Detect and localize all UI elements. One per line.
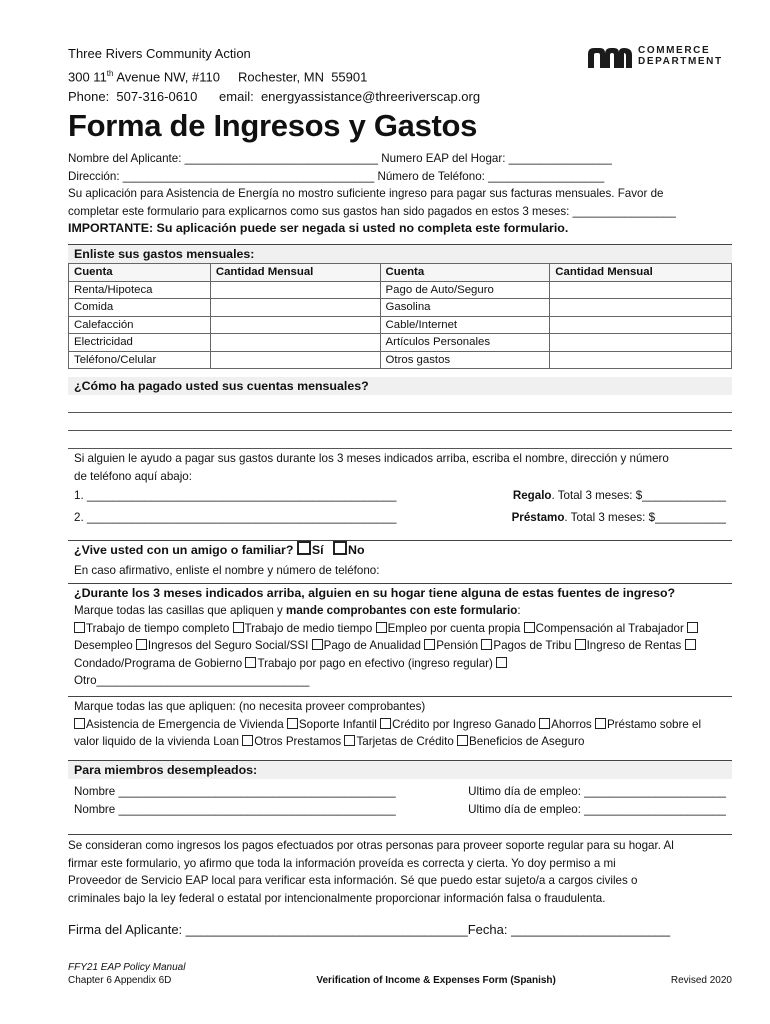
declaration-line-2: firmar este formulario, yo afirmo que toda la información proveída es correcta y cierta. Yo doy permiso a mi <box>68 856 616 870</box>
amount-cell[interactable] <box>550 334 732 352</box>
option-label: Asistencia de Emergencia de Vivienda <box>86 717 284 731</box>
how-paid-heading: ¿Cómo ha pagado usted sus cuentas mensuales? <box>68 377 732 395</box>
gift-total[interactable] <box>513 485 726 507</box>
unemployed-section <box>68 760 732 818</box>
amount-cell[interactable] <box>210 299 380 317</box>
org-name: Three Rivers Community Action <box>68 46 251 61</box>
no-proof-option[interactable] <box>287 718 377 731</box>
no-label: No <box>348 543 365 557</box>
income-option[interactable] <box>74 622 229 635</box>
checkbox[interactable] <box>242 735 253 746</box>
expense-label: Electricidad <box>69 334 211 352</box>
gift-amount: . Total 3 meses: $_____________ <box>551 489 726 502</box>
helper-text-2: de teléfono aquí abajo: <box>74 469 192 483</box>
applicant-name-row[interactable]: Nombre del Aplicante: ______________________________ Numero EAP del Hogar: ________________ <box>68 152 612 165</box>
last-day-2[interactable]: Ultimo día de empleo: ______________________ <box>468 802 726 816</box>
checkbox[interactable] <box>312 639 323 650</box>
expense-label: Gasolina <box>380 299 550 317</box>
no-proof-option[interactable] <box>242 735 341 748</box>
checkbox[interactable] <box>74 622 85 633</box>
form-title: Forma de Ingresos y Gastos <box>68 108 478 143</box>
footer <box>68 962 732 986</box>
no-proof-option[interactable] <box>344 735 453 748</box>
expense-label: Otros gastos <box>380 351 550 369</box>
amount-cell[interactable] <box>210 334 380 352</box>
no-proof-option[interactable] <box>380 718 536 731</box>
checkbox[interactable] <box>524 622 535 633</box>
no-proof-option[interactable] <box>74 718 284 731</box>
amount-cell[interactable] <box>210 281 380 299</box>
checkbox[interactable] <box>539 718 550 729</box>
expenses-header-row <box>69 264 732 282</box>
declaration-section <box>68 834 732 907</box>
option-label: Ingresos del Seguro Social/SSI <box>147 639 309 652</box>
no-proof-instructions: Marque todas las que apliquen: (no necesita proveer comprobantes) <box>68 696 732 716</box>
mn-commerce-logo <box>588 46 724 68</box>
expense-label: Pago de Auto/Seguro <box>380 281 550 299</box>
option-label: Préstamo sobre el valor liquido de la vivienda Loan <box>74 717 702 748</box>
income-heading: ¿Durante los 3 meses indicados arriba, alguien en su hogar tiene alguna de estas fuentes de ingreso? <box>68 583 732 602</box>
declaration-line-4: criminales bajo la ley federal o estatal por intencionalmente proporcionar información falsa o fraudulenta. <box>68 891 606 905</box>
footer-form-name: Verification of Income & Expenses Form (Spanish) <box>316 975 556 986</box>
yes-label: Sí <box>311 543 324 557</box>
yes-checkbox[interactable] <box>297 541 311 555</box>
income-option[interactable] <box>481 639 571 652</box>
mn-logo-icon <box>588 48 632 68</box>
loan-label: Préstamo <box>511 511 565 524</box>
option-label: Compensación al Trabajador <box>535 621 684 635</box>
answer-line-3[interactable] <box>68 431 732 449</box>
expenses-table <box>68 263 732 369</box>
no-proof-option[interactable] <box>539 718 592 731</box>
checkbox[interactable] <box>685 639 696 650</box>
income-option[interactable] <box>312 639 421 652</box>
intro-text-2[interactable]: completar este formulario para explicarnos como sus gastos han sido pagados en estos 3 meses: ________________ <box>68 204 676 218</box>
helper-text-1: Si alguien le ayudo a pagar sus gastos durante los 3 meses indicados arriba, escriba el nombre, dirección y número <box>74 452 669 465</box>
checkbox[interactable] <box>287 718 298 729</box>
expense-label: Comida <box>69 299 211 317</box>
option-label: Tarjetas de Crédito <box>356 735 454 748</box>
option-label: Ahorros <box>551 717 592 731</box>
address-row[interactable]: Dirección: _______________________________________ Número de Teléfono: __________________ <box>68 169 605 183</box>
income-option[interactable] <box>376 622 521 635</box>
logo-wordmark <box>638 46 723 67</box>
footer-chapter: Chapter 6 Appendix 6D <box>68 975 172 986</box>
how-paid-section <box>68 377 732 449</box>
income-instructions <box>68 602 732 620</box>
expense-label: Artículos Personales <box>380 334 550 352</box>
unemployed-row-1 <box>68 783 732 801</box>
option-label: Trabajo de tiempo completo <box>86 621 230 635</box>
loan-amount: . Total 3 meses: $___________ <box>564 511 726 524</box>
no-proof-options <box>68 716 732 751</box>
instr-bold: mande comprobantes con este formulario <box>286 604 518 617</box>
friend-question: ¿Vive usted con un amigo o familiar? <box>74 543 294 557</box>
friend-section <box>68 540 732 580</box>
option-label: Beneficios de Aseguro <box>469 735 585 748</box>
friend-question-row <box>68 540 732 559</box>
answer-line-2[interactable] <box>68 413 732 431</box>
checkbox[interactable] <box>481 639 492 650</box>
helper-line-2[interactable]: 2. ________________________________________________ <box>74 511 397 524</box>
address-rest: Avenue NW, #110 Rochester, MN 55901 <box>113 69 368 85</box>
income-option[interactable] <box>136 639 308 652</box>
amount-cell[interactable] <box>210 316 380 334</box>
option-label: Trabajo de medio tiempo <box>244 621 373 635</box>
checkbox[interactable] <box>687 622 698 633</box>
declaration-line-3: Proveedor de Servicio EAP local para verificar esta información. Sé que puedo estar sujeto/a a cargos civiles o <box>68 874 638 887</box>
unemployed-name-2[interactable]: Nombre ___________________________________________ <box>74 802 396 816</box>
helper-section <box>68 450 732 529</box>
important-notice: IMPORTANTE: Su aplicación puede ser negada si usted no completa este formulario. <box>68 221 569 235</box>
address-suffix: th <box>106 69 114 78</box>
gift-label: Regalo <box>512 489 552 502</box>
table-row <box>69 316 732 334</box>
checkbox[interactable] <box>424 639 435 650</box>
amount-cell[interactable] <box>210 351 380 369</box>
no-proof-option[interactable] <box>457 735 584 748</box>
table-row <box>69 334 732 352</box>
helper-row-1 <box>68 485 732 507</box>
amount-cell[interactable] <box>550 281 732 299</box>
income-options <box>68 620 732 690</box>
income-option[interactable] <box>524 622 684 635</box>
income-section <box>68 583 732 690</box>
loan-total[interactable] <box>512 507 726 529</box>
unemployed-name-1[interactable]: Nombre ___________________________________________ <box>74 785 396 798</box>
footer-row <box>68 975 732 986</box>
option-label: Desempleo <box>74 639 133 652</box>
checkbox[interactable] <box>376 622 387 633</box>
instr-post: : <box>517 604 521 617</box>
unemployed-row-2 <box>68 801 732 819</box>
option-label: Ingreso de Rentas <box>586 639 682 652</box>
logo-line-1: COMMERCE <box>638 45 711 56</box>
col-header-cantidad-left: Cantidad Mensual <box>210 264 380 282</box>
expense-label: Teléfono/Celular <box>69 351 211 369</box>
amount-cell[interactable] <box>550 299 732 317</box>
option-label: Pagos de Tribu <box>493 639 572 652</box>
option-label: Condado/Programa de Gobierno <box>74 656 243 670</box>
answer-line-1[interactable] <box>68 395 732 413</box>
option-label: Otros Prestamos <box>254 735 342 748</box>
applicant-fields <box>68 150 732 238</box>
checkbox[interactable] <box>136 639 147 650</box>
checkbox[interactable] <box>233 622 244 633</box>
table-row <box>69 351 732 369</box>
option-label: Otro_________________________________ <box>74 674 310 687</box>
checkbox[interactable] <box>496 657 507 668</box>
option-label: Crédito por Ingreso Ganado <box>392 717 536 731</box>
expense-label: Calefacción <box>69 316 211 334</box>
col-header-cantidad-right: Cantidad Mensual <box>550 264 732 282</box>
last-day-1[interactable]: Ultimo día de empleo: ______________________ <box>468 785 726 798</box>
checkbox[interactable] <box>344 735 355 746</box>
table-row <box>69 299 732 317</box>
col-header-cuenta-left: Cuenta <box>69 264 211 282</box>
signature-line[interactable]: Firma del Aplicante: _______________________________________Fecha: ______________________ <box>68 922 671 937</box>
checkbox[interactable] <box>380 718 391 729</box>
org-contact: Phone: 507-316-0610 email: energyassistance@threeriverscap.org <box>68 89 481 105</box>
logo-line-2: DEPARTMENT <box>638 55 723 67</box>
amount-cell[interactable] <box>550 316 732 334</box>
no-checkbox[interactable] <box>333 541 347 555</box>
table-row <box>69 281 732 299</box>
helper-line-1[interactable]: 1. ________________________________________________ <box>74 489 397 502</box>
expenses-heading: Enliste sus gastos mensuales: <box>68 244 732 263</box>
intro-text-1: Su aplicación para Asistencia de Energía no mostro suficiente ingreso para pagar sus facturas mensuales. Favor de <box>68 187 664 200</box>
unemployed-heading: Para miembros desempleados: <box>68 760 732 779</box>
checkbox[interactable] <box>575 639 586 650</box>
address-number: 300 11 <box>68 69 107 85</box>
checkbox[interactable] <box>245 657 256 668</box>
option-label: Pago de Anualidad <box>323 639 421 652</box>
checkbox[interactable] <box>74 718 85 729</box>
income-option[interactable] <box>245 657 492 670</box>
checkbox[interactable] <box>457 735 468 746</box>
col-header-cuenta-right: Cuenta <box>380 264 550 282</box>
no-proof-section <box>68 696 732 751</box>
declaration-line-1: Se consideran como ingresos los pagos efectuados por otras personas para proveer soporte regular para su hogar. Al <box>68 834 732 855</box>
option-label: Pensión <box>436 639 479 652</box>
footer-revised: Revised 2020 <box>670 975 732 986</box>
expense-label: Renta/Hipoteca <box>69 281 211 299</box>
option-label: Soporte Infantil <box>298 717 377 731</box>
income-option[interactable] <box>233 622 373 635</box>
option-label: Trabajo por pago en efectivo (ingreso regular) <box>257 656 493 670</box>
footer-manual: FFY21 EAP Policy Manual <box>68 962 186 973</box>
income-option[interactable] <box>575 639 682 652</box>
helper-row-2 <box>68 507 732 529</box>
instr-pre: Marque todas las casillas que apliquen y <box>74 604 287 617</box>
friend-followup: En caso afirmativo, enliste el nombre y número de teléfono: <box>74 564 380 577</box>
income-option[interactable] <box>424 639 478 652</box>
checkbox[interactable] <box>595 718 606 729</box>
option-label: Empleo por cuenta propia <box>387 621 521 635</box>
amount-cell[interactable] <box>550 351 732 369</box>
expense-label: Cable/Internet <box>380 316 550 334</box>
expenses-section <box>68 244 732 369</box>
